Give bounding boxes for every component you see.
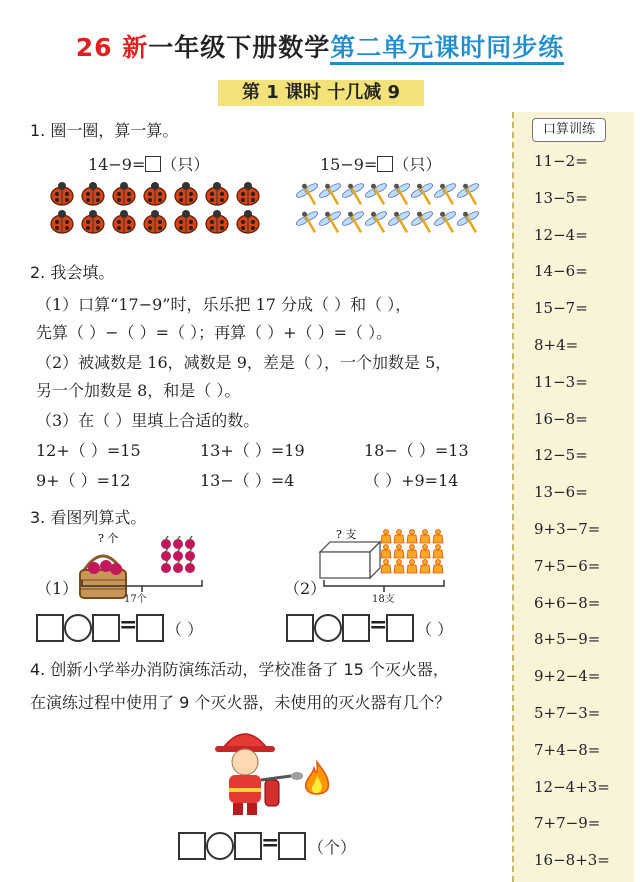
pen-icon: [381, 530, 391, 544]
mental-math-item: 8+4=: [534, 336, 579, 354]
ladybug-icon: [113, 182, 135, 205]
pen-icon: [407, 560, 417, 574]
q1-unit-right: （只）: [393, 155, 442, 174]
unit-paren: （ ）: [166, 620, 204, 639]
q1-label: 1. 圈一圈，算一算。: [30, 121, 179, 140]
ladybug-icon: [51, 210, 73, 233]
pen-icon: [381, 560, 391, 574]
mental-math-item: 13−6=: [534, 483, 588, 502]
fill-item: 9+（ ）=12: [36, 471, 131, 490]
mental-math-item: 7+4−8=: [534, 740, 601, 759]
pen-icon: [407, 545, 417, 559]
answer-box[interactable]: [234, 832, 262, 860]
mental-math-item: 12−5=: [534, 446, 588, 465]
answer-box[interactable]: [145, 156, 161, 172]
ladybug-icon: [82, 182, 104, 205]
q1-unit-left: （只）: [161, 155, 210, 174]
title-black: 一年级下册数学: [148, 33, 331, 62]
helmet: [223, 734, 267, 748]
box-front: [320, 552, 370, 578]
fill-item: 12+（ ）=15: [36, 441, 141, 460]
ladybug-icon: [206, 182, 228, 205]
mental-math-item: 7+7−9=: [534, 814, 601, 833]
q3-number-2: （2）: [284, 579, 327, 598]
pen-icon: [433, 560, 443, 574]
leg: [247, 803, 257, 815]
bottles-illustration: [380, 530, 450, 580]
operator-circle[interactable]: [206, 832, 234, 860]
apple-icon: [185, 536, 195, 549]
ladybugs-illustration: [48, 180, 273, 240]
pen-icon: [394, 530, 404, 544]
fill-item: （ ）+9=14: [364, 471, 459, 490]
extinguisher: [265, 780, 279, 806]
ladybug-icon: [113, 210, 135, 233]
q3-label: 3. 看图列算式。: [30, 508, 147, 527]
mental-math-item: 14−6=: [534, 262, 588, 281]
pen-icon: [420, 530, 430, 544]
stripe: [229, 788, 261, 792]
equals-sign: =: [369, 612, 388, 638]
fruit: [88, 562, 100, 574]
q3-total-1: 17个: [124, 594, 147, 605]
unit-paren: （个）: [308, 838, 357, 857]
pen-icon: [420, 545, 430, 559]
q2-part2-line2: 另一个加数是 8，和是（ ）。: [36, 381, 241, 400]
lesson-subtitle: 第 1 课时 十几减 9: [218, 80, 424, 106]
answer-box[interactable]: [377, 156, 393, 172]
answer-box[interactable]: [36, 614, 64, 642]
q1-equation-right: [320, 152, 441, 175]
apple-icon: [173, 536, 183, 549]
dragonfly-icon: [454, 206, 487, 238]
ladybug-icon: [206, 210, 228, 233]
answer-box[interactable]: [342, 614, 370, 642]
face: [232, 749, 258, 775]
pen-icon: [420, 560, 430, 574]
ladybug-icon: [144, 182, 166, 205]
box-illustration: [318, 528, 388, 583]
q1-equation-left: [88, 152, 209, 175]
mental-math-item: 11−3=: [534, 372, 588, 391]
mental-math-item: 16−8=: [534, 409, 588, 428]
ladybug-icon: [51, 182, 73, 205]
q1-eq-left-text: 14−9=: [88, 155, 146, 174]
q3-number-1: （1）: [36, 579, 79, 598]
mental-math-item: 5+7−3=: [534, 704, 601, 722]
title-red: 26 新: [75, 33, 149, 62]
ladybug-icon: [175, 210, 197, 233]
sidebar-title: 口算训练: [532, 118, 606, 142]
q3-total-2: 18支: [372, 594, 395, 605]
mental-math-item: 13−5=: [534, 188, 588, 207]
q3-question-2: ? 支: [336, 528, 357, 541]
mental-math-item: 7+5−6=: [534, 556, 601, 575]
answer-box[interactable]: [278, 832, 306, 860]
q4-label-line2: 在演练过程中使用了 9 个灭火器，未使用的灭火器有几个？: [30, 693, 451, 712]
hose: [261, 776, 291, 780]
title-blue: 第二单元课时同步练: [330, 33, 564, 65]
ladybug-icon: [82, 210, 104, 233]
fire-icon: [302, 760, 332, 800]
mental-math-item: 6+6−8=: [534, 593, 601, 612]
ladybug-icon: [237, 210, 259, 233]
mental-math-item: 11−2=: [534, 152, 588, 170]
apple-icon: [161, 560, 171, 573]
pen-icon: [433, 545, 443, 559]
pen-icon: [433, 530, 443, 544]
mental-math-item: 9+3−7=: [534, 520, 601, 538]
q2-part1-line2: 先算（ ）−（ ）=（ ）；再算（ ）+（ ）=（ ）。: [36, 323, 393, 342]
fill-item: 13+（ ）=19: [200, 441, 305, 460]
q1-eq-right-text: 15−9=: [320, 155, 378, 174]
q2-part3: （3）在（ ）里填上合适的数。: [36, 411, 260, 430]
mental-math-item: 12−4=: [534, 225, 588, 244]
q3-question-1: ? 个: [98, 532, 119, 545]
answer-box[interactable]: [92, 614, 120, 642]
apple-icon: [185, 548, 195, 561]
q2-part1-line1: （1）口算“17−9”时，乐乐把 17 分成（ ）和（ ），: [36, 295, 412, 314]
mental-math-item: 9+2−4=: [534, 667, 601, 686]
operator-circle[interactable]: [314, 614, 342, 642]
pen-icon: [394, 560, 404, 574]
answer-box[interactable]: [286, 614, 314, 642]
apples-illustration: [160, 538, 200, 578]
q4-label-line1: 4. 创新小学举办消防演练活动，学校准备了 15 个灭火器，: [30, 660, 449, 679]
equals-sign: =: [261, 830, 280, 856]
pen-icon: [407, 530, 417, 544]
pen-icon: [381, 545, 391, 559]
mental-math-item: 15−7=: [534, 299, 588, 318]
ladybug-icon: [144, 210, 166, 233]
mental-math-item: 8+5−9=: [534, 630, 601, 649]
dragonflies-illustration: [298, 180, 488, 240]
answer-box[interactable]: [136, 614, 164, 642]
page-title: [0, 28, 640, 64]
q2-part2-line1: （2）被减数是 16，减数是 9，差是（ ），一个加数是 5，: [36, 353, 452, 372]
mental-math-item: 12−4+3=: [534, 777, 610, 796]
fruit: [110, 563, 122, 575]
unit-paren: （ ）: [416, 620, 454, 639]
fill-item: 13−（ ）=4: [200, 471, 295, 490]
q2-label: 2. 我会填。: [30, 263, 115, 282]
answer-box[interactable]: [386, 614, 414, 642]
apple-icon: [173, 560, 183, 573]
dragonfly-icon: [454, 178, 487, 210]
leg: [233, 803, 243, 815]
apple-icon: [161, 536, 171, 549]
ladybug-icon: [237, 182, 259, 205]
apple-icon: [173, 548, 183, 561]
ladybug-icon: [175, 182, 197, 205]
fill-item: 18−（ ）=13: [364, 441, 469, 460]
apple-icon: [161, 548, 171, 561]
pen-icon: [394, 545, 404, 559]
mental-math-item: 16−8+3=: [534, 851, 610, 870]
answer-box[interactable]: [178, 832, 206, 860]
equals-sign: =: [119, 612, 138, 638]
apple-icon: [185, 560, 195, 573]
operator-circle[interactable]: [64, 614, 92, 642]
